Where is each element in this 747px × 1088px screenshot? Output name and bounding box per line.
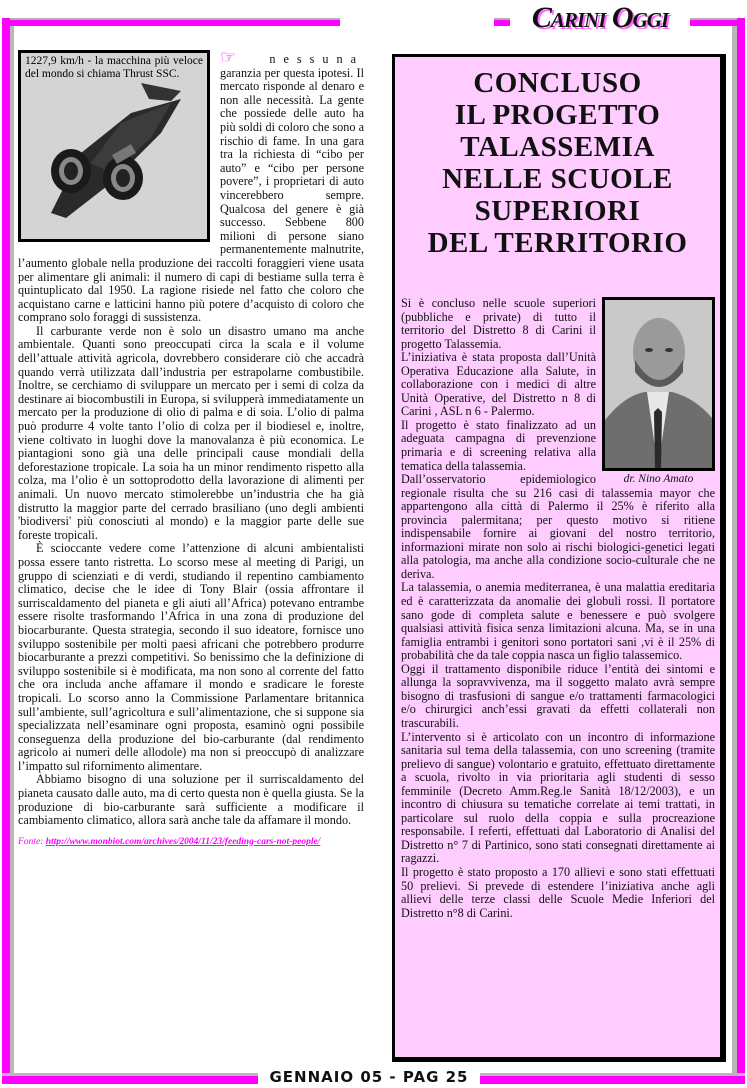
headline-line: SUPERIORI bbox=[474, 195, 641, 227]
article-paragraph: Dall’osservatorio epidemiologico regionale risulta che su 216 casi di talassemia mayor che appartengono alla città di Palermo il 25% è riferito alla provincia palermitana; per questo motivo si ritiene indispensabile fornire ai giovani del nostro territorio, informazioni mirate non solo ai rischi biologici-genetici legati alla patologia, ma anche alla condizione socio-culturale che ne deriva. bbox=[401, 472, 715, 581]
portrait-caption: dr. Nino Amato bbox=[623, 473, 694, 485]
article-paragraph: La talassemia, o anemia mediterranea, è una malattia ereditaria ed è caratterizzata da anomalie dei globuli rossi. Il portatore sano gode di completa salute e benessere e può svolgere qualsiasi attività fisica senza limitazioni alcuna. Ma, se in una famiglia entrambi i genitori sono portatori sani ,vi è il 25% di probabilità che da tale coppia nasca un figlio talassemico. bbox=[401, 580, 715, 663]
article-paragraph: Il progetto è stato proposto a 170 allievi e sono stati effettuati 50 prelievi. Si prevede di estendere l’iniziativa anche agli allievi delle terze classi delle Scuole Medie Inferiori del Distretto n°8 di Carini. bbox=[401, 864, 715, 920]
headline-line: IL PROGETTO bbox=[454, 99, 661, 131]
article-paragraph: Il progetto è stato finalizzato ad un adeguata campagna di prevenzione primaria e di screening relativa alla tematica della talassemia. bbox=[401, 417, 596, 473]
thrust-ssc-car-image bbox=[21, 53, 207, 239]
source-link[interactable]: http://www.monbiot.com/archives/2004/11/23/feeding-cars-not-people/ bbox=[45, 836, 321, 847]
frame-bottom-left bbox=[2, 1073, 258, 1084]
headline-line: CONCLUSO bbox=[473, 67, 642, 99]
frame-left bbox=[2, 18, 10, 1081]
headline-line: NELLE SCUOLE bbox=[442, 163, 673, 195]
article-body bbox=[401, 297, 715, 920]
talassemia-article-box bbox=[392, 54, 726, 1062]
frame-bottom-right bbox=[480, 1073, 745, 1084]
article-paragraph: L’iniziativa è stata proposta dall’Unità Operativa Educazione alla Salute, in collaborazione con i medici di altre Unità Operative, del Distretto n 8 di Carini , ASL n 6 - Palermo. bbox=[401, 350, 596, 419]
man-portrait-image bbox=[605, 300, 712, 468]
article-paragraph: L’intervento si è articolato con un incontro di informazione sanitaria sul tema della talassemia, con uno screening (tramite prelievo di sangue) volontario e gratuito, effettuato direttamente a scuola, rivolto in via prioritaria agli studenti di sesso femminile (Decreto Amm.Reg.le Sanità 18/12/2003), e un incontro di chiusura su tematiche correlate ai temi trattati, in particolare sul ruolo della coppia e sulla procreazione responsabile. I referti, effettuati dal Laboratorio di Analisi del Distretto n° 7 di Partinico, sono stati consegnati direttamente ai ragazzi. bbox=[401, 729, 715, 866]
article-paragraph: Abbiamo bisogno di una soluzione per il surriscaldamento del pianeta causato dalle auto, ma di certo questa non è quella giusta. Se la produzione di bio-carburante sarà sufficiente a modificare il cambiamento climatico, allora sarà anche tale da affamare il mondo. bbox=[18, 772, 364, 828]
article-paragraph: Si è concluso nelle scuole superiori (pubbliche e private) di tutto il territorio del Distretto 8 di Carini il progetto Talassemia. bbox=[401, 296, 596, 351]
pointing-hand-icon: ☞ bbox=[220, 47, 237, 67]
frame-right bbox=[737, 18, 745, 1081]
frame-right-shadow bbox=[732, 26, 737, 1073]
article-paragraph: È scioccante vedere come l’attenzione di alcuni ambientalisti possa essere tanto ristretta. Lo scorso mese al meeting di Parigi, un gruppo di scienziati e di verdi, studiando il repentino cambiamento climatico, decise che le idee di Tony Blair (ossia affrontare il surriscaldamento del pianeta e gli aiuti all’Africa) potevano entrambe essere risolte trasformando l’Africa in una zona di produzione del biocarburante. Questa strategia, secondo il suo ideatore, fornisce uno sviluppo sostenibile per molti paesi africani che potrebbero produrre biocarburante a prezzi competitivi. So benissimo che la definizione di sviluppo sostenibile si è modificata, ma non sono al corrente del fatto che ora includa anche affamare il mondo e sradicare le foreste tropicali. Lo scorso anno la Commissione Parlamentare britannica sull’ambiente, sull’agricoltura e sull’alimentazione, che si suppone sia specializzata nell’esaminare ogni proposta, esaminò ogni possibile conseguenza della produzione del bio-carburante (dal rendimento agricolo ai numeri delle allodole) ma non si preoccupò di analizzare l’impatto sul rifornimento alimentare. bbox=[18, 541, 364, 773]
masthead-title: Carini Oggi bbox=[510, 0, 690, 38]
article-paragraph: Il carburante verde non è solo un disastro umano ma anche ambientale. Quanti sono preoccupati circa la scala e il volume dell’attuale attività agricola, dovrebbero considerare ciò che accadrà quando verrà utilizzata dall’industria per estrapolarne combustibile. Inoltre, se cerchiamo di sviluppare un mercato per i semi di colza da destinare ai biocombustili in Europa, si svilupperà immediatamente un mercato per la produzione di olio di palma e di soia. L’olio di palma può produrre 4 volte tanto l’olio di colza per il biodiesel e, inoltre, viene coltivato in luoghi dove la manovalanza è più economica. Le piantagioni sono già una delle principali cause mondiali della deforestazione tropicale. La soia ha un minor rendimento rispetto alla colza, ma l’olio è un sottoprodotto della lavorazione di alimenti per animali. Un nuovo mercato stimolerebbe un’industria che ha già distrutto la maggior parte del cerrado brasiliano (uno degli ambienti 'biodiversi' più conosciuti al mondo) e la maggior parte delle sue foreste tropicali. bbox=[18, 323, 364, 542]
headline-line: TALASSEMIA bbox=[460, 131, 655, 163]
frame-top-left bbox=[2, 18, 340, 26]
portrait-photo bbox=[602, 297, 715, 471]
headline bbox=[395, 67, 720, 259]
source-label: Fonte: bbox=[18, 836, 46, 847]
source-line bbox=[18, 836, 364, 850]
frame-left-shadow bbox=[10, 26, 14, 1073]
article-paragraph: ☞ nessuna garanzia per questa ipotesi. Il mercato risponde al denaro e non alle necessità. La gente che possiede delle auto ha più soldi di coloro che sono a rischio di fame. In una gara tra la richiesta di “cibo per auto” e “cibo per persone povere”, i proprietari di auto vincerebbero sempre. Qualcosa del genere è già successo. Sebbene 800 milioni di persone siano permanentemente malnutrite, l’aumento globale nella produzione dei raccolti foraggieri viene usata per alimentare gli animali: il numero di capi di bestiame sulla terra è quintuplicato dal 1950. La ragione risiede nel fatto che coloro che acquistano carne e latticini hanno più potere d’acquisto di coloro che comprano solo foraggi di sussistenza. bbox=[18, 47, 364, 325]
headline-line: DEL TERRITORIO bbox=[427, 227, 688, 259]
lead-word: nessuna bbox=[269, 52, 364, 66]
portrait bbox=[602, 297, 715, 487]
photo-caption: 1227,9 km/h - la macchina più veloce del mondo si chiama Thrust SSC. bbox=[25, 55, 203, 80]
article-paragraph: Oggi il trattamento disponibile riduce l’entità dei sintomi e allunga la sopravvivenza, ma il soggetto malato avrà sempre bisogno di trasfusioni di sangue e/o trattamenti farmacologici e/o chirurgici anch’essi gravati da effetti collaterali non trascurabili. bbox=[401, 661, 715, 730]
page-footer: GENNAIO 05 - PAG 25 bbox=[262, 1066, 476, 1088]
car-photo bbox=[18, 50, 210, 242]
left-article bbox=[18, 47, 364, 849]
